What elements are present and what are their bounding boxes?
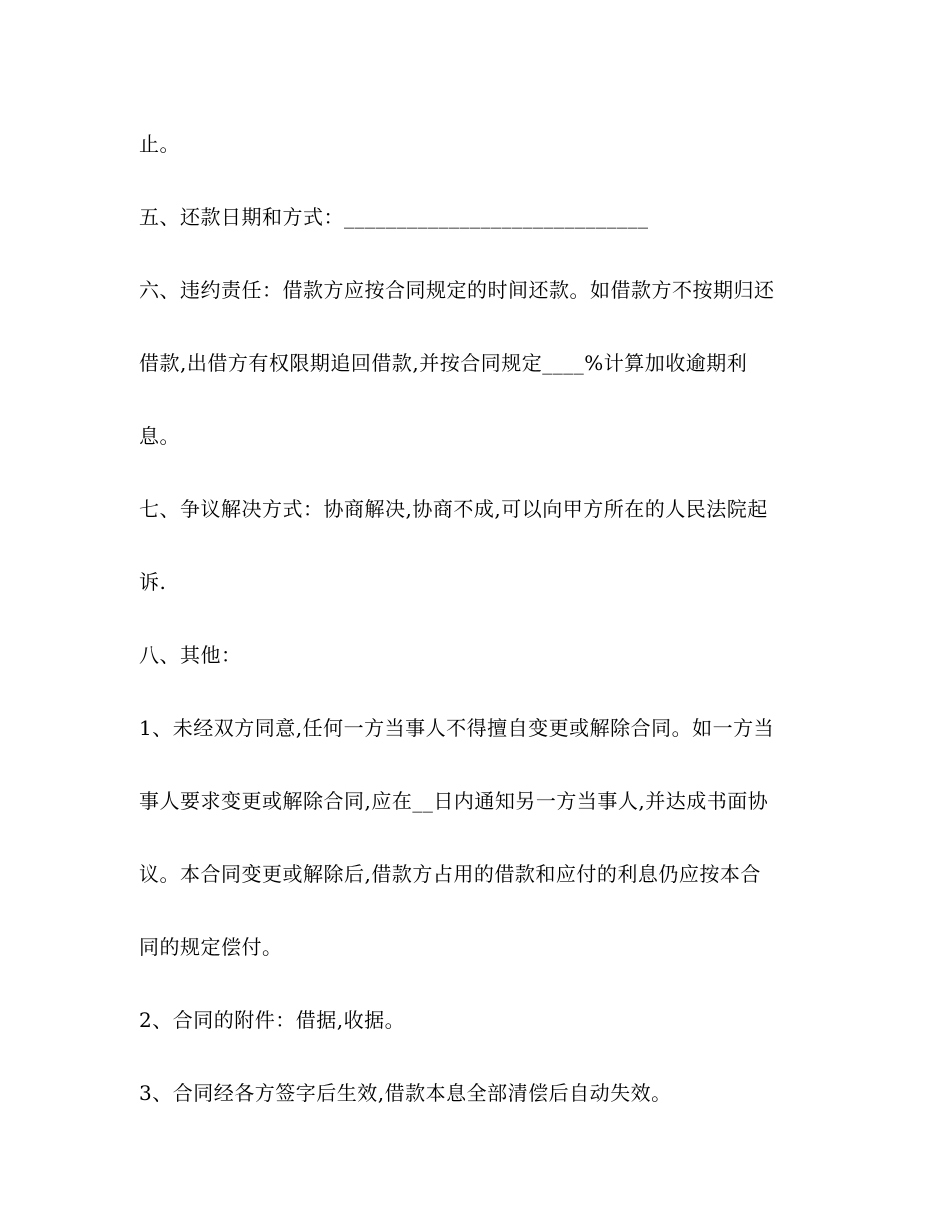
text-line: 议。本合同变更或解除后,借款方占用的借款和应付的利息仍应按本合 [139,862,761,886]
other-item-2: 2、合同的附件：借据,收据。 [139,1008,406,1032]
other-item-3: 3、合同经各方签字后生效,借款本息全部清偿后自动失效。 [139,1081,672,1105]
text-line: 事人要求变更或解除合同,应在__日内通知另一方当事人,并达成书面协 [139,789,769,813]
text-line: 同的规定偿付。 [139,935,283,959]
text-line: 息。 [139,424,180,448]
repayment-clause: 五、还款日期和方式：_____________________________ [139,205,649,229]
breach-clause: 六、违约责任：借款方应按合同规定的时间还款。如借款方不按期归还 [139,278,775,302]
other-item-1: 1、未经双方同意,任何一方当事人不得擅自变更或解除合同。如一方当 [139,716,775,740]
dispute-clause: 七、争议解决方式：协商解决,协商不成,可以向甲方所在的人民法院起 [139,497,768,521]
text-line: 诉. [139,570,167,594]
text-line: 借款,出借方有权限期追回借款,并按合同规定____%计算加收逾期利 [139,351,748,375]
other-heading: 八、其他： [139,643,242,667]
text-line: 止。 [139,132,180,156]
